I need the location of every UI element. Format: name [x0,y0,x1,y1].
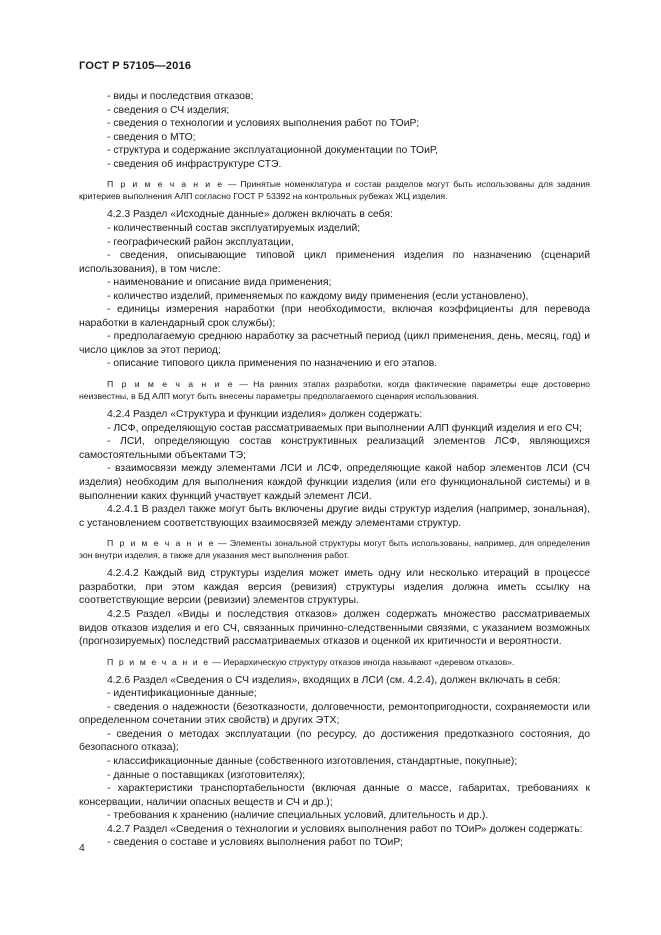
list-item: - виды и последствия отказов; [107,91,254,102]
list-item: - количественный состав эксплуатируемых изделий; [107,223,361,235]
note [79,537,590,561]
section-heading: 4.2.3 Раздел «Исходные данные» должен включать в себя: [107,209,393,221]
paragraph: 4.2.4.2 Каждый вид структуры изделия может иметь одну или несколько итераций в процессе разработки, при этом каждая версия (ревизия) структуры изделия должна иметь ссылку на соответствующие версии (ревизии) элементов структуры. [79,568,590,607]
list-item: - наименование и описание вида применения; [107,277,332,289]
list-item: - географический район эксплуатации, [107,236,294,248]
note-label: П р и м е ч а н и е [107,179,224,190]
list-item: - классификационные данные (собственного изготовления, стандартные, покупные); [107,755,518,767]
document-body [79,90,590,850]
list-item: - ЛСФ, определяющую состав рассматриваемых при выполнении АЛП функций изделия и его СЧ; [107,422,582,434]
list-item: - сведения о МТО; [107,131,196,143]
list-item: - единицы измерения наработки (при необходимости, включая коэффициенты для перевода наработки в календарный срок службы); [79,304,590,329]
note-label: П р и м е ч а н и е [107,538,215,549]
list-item: - характеристики транспортабельности (включая данные о массе, габаритах, требованиях к консервации, наличии опасных веществ и СЧ и др.); [79,783,590,808]
list-item: - описание типового цикла применения по назначению и его этапов. [107,358,438,370]
list-item: - ЛСИ, определяющую состав конструктивных реализаций элементов ЛСФ, являющихся самостоятельными объектами ТЭ; [79,436,590,461]
list-item: - структура и содержание эксплуатационной документации по ТОиР, [107,145,438,157]
note [79,378,590,402]
list-item: - идентификационные данные; [107,688,257,700]
section-heading: 4.2.4 Раздел «Структура и функции изделия» должен содержать: [107,409,423,421]
note-label: П р и м е ч а н и е [107,379,235,390]
list-item: - сведения о технологии и условиях выполнения работ по ТОиР; [107,118,420,130]
list-item: - требования к хранению (наличие специальных условий, длительность и др.). [107,810,489,822]
list-item: - предполагаемую среднюю наработку за расчетный период (цикл применения, день, месяц, год) и число циклов за этот период; [79,331,590,356]
list-item: - данные о поставщиках (изготовителях); [107,769,306,781]
list-item: - сведения о методах эксплуатации (по ресурсу, до достижения предотказного состояния, до безопасного отказа); [79,728,590,754]
section-heading: 4.2.6 Раздел «Сведения о СЧ изделия», входящих в ЛСИ (см. 4.2.4), должен включать в себя: [107,674,561,686]
note-text: — Элементы зональной структуры могут быть использованы, например, для определения зон внутри изделия, а также для указания мест выполнения работ. [79,538,590,561]
note-text: — На ранних этапах разработки, когда фактические параметры еще достоверно неизвестны, в БД АЛП могут быть внесены параметры предполагаемого сценария использования. [79,379,591,402]
note [79,178,590,202]
paragraph: 4.2.5 Раздел «Виды и последствия отказов» должен содержать множество рассматриваемых видов отказов изделия и его СЧ, связанных причинно-следственными связями, с указанием возможных (прогнозируемых) последствий рассматриваемых отказов и оценкой их критичности и вероятности. [79,608,590,648]
list-item: - количество изделий, применяемых по каждому виду применения (если установлено), [107,290,529,302]
note-text: — Иерархическую структуру отказов иногда называют «деревом отказов». [212,656,515,667]
section-heading: 4.2.7 Раздел «Сведения о технологии и условиях выполнения работ по ТОиР» должен содержать: [107,823,583,835]
page-number: 4 [79,843,85,854]
note-label: П р и м е ч а н и е [107,656,210,667]
list-item: - сведения о надежности (безотказности, долговечности, ремонтопригодности, сохраняемости или определенном сочетании этих свойств) и других ЭТХ; [79,701,590,727]
list-item: - сведения о СЧ изделия; [107,104,230,116]
document-header: ГОСТ Р 57105—2016 [79,60,192,72]
paragraph: 4.2.4.1 В раздел также могут быть включены другие виды структур изделия (например, зональная), с установлением соответствующих взаимосвязей между элементами структур. [79,504,590,529]
list-item: - сведения о составе и условиях выполнения работ по ТОиР; [107,837,403,849]
note [79,656,590,668]
list-item: - сведения, описывающие типовой цикл применения изделия по назначению (сценарий использования), в том числе: [79,250,590,275]
note-text: — Принятые номенклатура и состав разделов могут быть использованы для задания критериев выполнения АЛП согласно ГОСТ Р 53392 на контрольных рубежах ЖЦ изделия. [79,179,590,202]
list-item: - сведения об инфраструктуре СТЭ. [107,158,282,170]
list-item: - взаимосвязи между элементами ЛСИ и ЛСФ, определяющие какой набор элементов ЛСИ (СЧ изделия) необходим для выполнения каждой функции изделия (или его функциональной системы) и в выполнении каких функций участвует каждый элемент ЛСИ. [79,463,590,502]
